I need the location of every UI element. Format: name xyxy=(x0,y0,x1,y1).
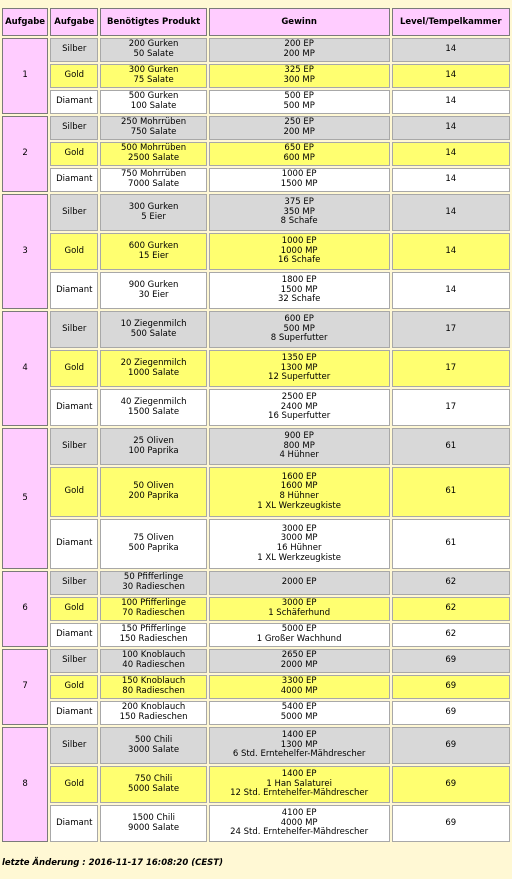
product-cell xyxy=(100,272,206,309)
reward-cell-line: 3000 EP xyxy=(281,598,317,609)
product-cell xyxy=(100,571,206,595)
reward-cell xyxy=(209,350,390,387)
reward-cell-line: 3000 MP xyxy=(280,533,318,544)
level-cell: 14 xyxy=(392,38,511,62)
aufgabe-number: 6 xyxy=(2,571,48,647)
aufgabe-number: 3 xyxy=(2,194,48,309)
table-row xyxy=(2,701,510,725)
reward-cell xyxy=(209,701,390,725)
reward-cell-line: 600 EP xyxy=(284,314,314,325)
product-cell-line: 3000 Salate xyxy=(128,744,180,755)
product-cell xyxy=(100,389,206,426)
reward-cell-line: 1300 MP xyxy=(280,362,318,373)
reward-cell-line: 4 Hühner xyxy=(279,450,319,461)
product-cell-line: 100 Salate xyxy=(130,101,177,111)
product-cell-line: 150 Knoblauch xyxy=(121,676,186,687)
product-cell-line: 70 Radieschen xyxy=(122,608,185,618)
reward-cell-line: 1000 EP xyxy=(281,236,317,247)
reward-cell-line: 1500 MP xyxy=(280,179,318,189)
reward-cell xyxy=(209,116,390,140)
reward-cell-line: 12 Std. Erntehelfer-Mähdrescher xyxy=(230,788,369,799)
reward-cell-line: 1 XL Werkzeugkiste xyxy=(257,500,341,511)
reward-cell xyxy=(209,675,390,699)
product-cell-line: 75 Oliven xyxy=(133,533,174,544)
product-cell-line: 150 Pfifferlinge xyxy=(121,624,186,635)
tier-cell: Gold xyxy=(50,675,98,699)
level-cell: 61 xyxy=(392,467,511,517)
reward-cell xyxy=(209,233,390,270)
table-row xyxy=(2,649,510,673)
product-cell xyxy=(100,675,206,699)
product-cell-line: 50 Salate xyxy=(133,49,174,59)
tier-cell: Silber xyxy=(50,116,98,140)
reward-cell-line: 12 Superfutter xyxy=(268,372,331,383)
reward-cell-line: 1 Han Salaturei xyxy=(266,778,332,789)
reward-cell-line: 4000 MP xyxy=(280,817,318,828)
reward-cell-line: 6 Std. Erntehelfer-Mähdrescher xyxy=(232,749,366,760)
tier-cell: Diamant xyxy=(50,805,98,842)
reward-cell-line: 1350 EP xyxy=(281,353,317,364)
product-cell xyxy=(100,168,206,192)
level-cell: 69 xyxy=(392,805,511,842)
tier-cell: Diamant xyxy=(50,272,98,309)
product-cell-line: 1000 Salate xyxy=(128,367,180,378)
table-row xyxy=(2,142,510,166)
product-cell-line: 15 Eier xyxy=(138,250,169,261)
level-cell: 14 xyxy=(392,168,511,192)
header-aufgabe-number: Aufgabe xyxy=(2,8,48,36)
product-cell-line: 5000 Salate xyxy=(128,783,180,794)
level-cell: 61 xyxy=(392,428,511,465)
aufgabe-number: 1 xyxy=(2,38,48,114)
product-cell-line: 500 Salate xyxy=(130,328,177,339)
reward-cell-line: 1800 EP xyxy=(281,275,317,286)
reward-cell-line: 200 EP xyxy=(284,39,314,50)
product-cell-line: 1500 Chili xyxy=(132,812,175,823)
reward-cell-line: 500 MP xyxy=(283,323,315,334)
aufgabe-number: 2 xyxy=(2,116,48,192)
table-row xyxy=(2,90,510,114)
header-level: Level/Tempelkammer xyxy=(392,8,511,36)
product-cell-line: 150 Radieschen xyxy=(119,712,188,722)
reward-cell-line: 2400 MP xyxy=(280,401,318,412)
product-cell-line: 500 Gurken xyxy=(128,91,179,102)
table-row xyxy=(2,389,510,426)
reward-cell-line: 4000 MP xyxy=(280,686,318,696)
tier-cell: Diamant xyxy=(50,389,98,426)
reward-cell-line: 350 MP xyxy=(283,206,315,217)
reward-cell-line: 8 Schafe xyxy=(280,216,318,227)
reward-cell xyxy=(209,623,390,647)
aufgabe-number: 4 xyxy=(2,311,48,426)
product-cell-line: 200 Paprika xyxy=(128,491,179,501)
reward-cell-line: 1300 MP xyxy=(280,739,318,750)
table-row xyxy=(2,233,510,270)
aufgabe-number: 7 xyxy=(2,649,48,725)
tier-cell: Diamant xyxy=(50,623,98,647)
product-cell-line: 20 Ziegenmilch xyxy=(120,357,187,368)
product-cell xyxy=(100,701,206,725)
table-row xyxy=(2,597,510,621)
tier-cell: Gold xyxy=(50,350,98,387)
table-row xyxy=(2,272,510,309)
reward-cell-line: 1400 EP xyxy=(281,769,317,780)
product-cell-line: 80 Radieschen xyxy=(122,686,185,696)
reward-cell-line: 200 MP xyxy=(283,49,315,59)
level-cell: 14 xyxy=(392,116,511,140)
level-cell: 14 xyxy=(392,90,511,114)
reward-cell xyxy=(209,142,390,166)
reward-cell xyxy=(209,194,390,231)
product-cell-line: 40 Radieschen xyxy=(122,660,185,670)
product-cell-line: 100 Paprika xyxy=(128,445,179,456)
product-cell xyxy=(100,467,206,517)
level-cell: 62 xyxy=(392,571,511,595)
quest-body xyxy=(2,38,510,842)
level-cell: 17 xyxy=(392,389,511,426)
level-cell: 69 xyxy=(392,766,511,803)
level-cell: 14 xyxy=(392,272,511,309)
reward-cell-line: 1 XL Werkzeugkiste xyxy=(257,552,341,563)
reward-cell xyxy=(209,38,390,62)
reward-cell-line: 800 MP xyxy=(283,440,315,451)
product-cell xyxy=(100,116,206,140)
product-cell-line: 100 Knoblauch xyxy=(121,650,186,661)
product-cell-line: 500 Mohrrüben xyxy=(121,143,187,154)
product-cell xyxy=(100,623,206,647)
table-row xyxy=(2,571,510,595)
reward-cell xyxy=(209,571,390,595)
table-row xyxy=(2,467,510,517)
table-row xyxy=(2,194,510,231)
level-cell: 69 xyxy=(392,649,511,673)
reward-cell-line: 16 Schafe xyxy=(277,255,321,266)
level-cell: 61 xyxy=(392,519,511,569)
reward-cell-line: 5000 MP xyxy=(280,712,318,722)
table-row xyxy=(2,766,510,803)
tier-cell: Gold xyxy=(50,142,98,166)
reward-cell-line: 5400 EP xyxy=(281,702,317,713)
product-cell-line: 50 Pfifferlinge xyxy=(123,572,184,583)
reward-cell-line: 8 Hühner xyxy=(279,491,319,501)
tier-cell: Silber xyxy=(50,649,98,673)
reward-cell xyxy=(209,766,390,803)
table-row xyxy=(2,311,510,348)
reward-cell-line: 200 MP xyxy=(283,127,315,137)
reward-cell-line: 16 Hühner xyxy=(276,543,322,553)
reward-cell-line: 4100 EP xyxy=(281,808,317,819)
level-cell: 69 xyxy=(392,675,511,699)
tier-cell: Gold xyxy=(50,597,98,621)
reward-cell xyxy=(209,428,390,465)
tier-cell: Diamant xyxy=(50,701,98,725)
reward-cell xyxy=(209,168,390,192)
level-cell: 17 xyxy=(392,311,511,348)
reward-cell-line: 2000 MP xyxy=(280,660,318,670)
reward-cell xyxy=(209,467,390,517)
reward-cell-line: 375 EP xyxy=(284,197,314,208)
reward-cell-line: 16 Superfutter xyxy=(268,411,331,422)
reward-cell-line: 1000 MP xyxy=(280,245,318,256)
reward-cell xyxy=(209,389,390,426)
product-cell-line: 1500 Salate xyxy=(128,406,180,417)
tier-cell: Silber xyxy=(50,428,98,465)
tier-cell: Gold xyxy=(50,64,98,88)
reward-cell-line: 2000 EP xyxy=(281,577,317,588)
tier-cell: Diamant xyxy=(50,168,98,192)
product-cell-line: 750 Mohrrüben xyxy=(121,169,187,180)
tier-cell: Silber xyxy=(50,571,98,595)
table-row xyxy=(2,168,510,192)
reward-cell xyxy=(209,311,390,348)
reward-cell-line: 3000 EP xyxy=(281,523,317,534)
tier-cell: Silber xyxy=(50,311,98,348)
table-row xyxy=(2,116,510,140)
product-cell-line: 750 Salate xyxy=(130,127,177,137)
reward-cell xyxy=(209,805,390,842)
product-cell-line: 200 Knoblauch xyxy=(121,702,186,713)
product-cell xyxy=(100,64,206,88)
product-cell-line: 500 Chili xyxy=(134,734,173,745)
reward-cell xyxy=(209,64,390,88)
aufgabe-number: 8 xyxy=(2,727,48,842)
reward-cell-line: 3300 EP xyxy=(281,676,317,687)
product-cell-line: 750 Chili xyxy=(134,773,173,784)
product-cell-line: 10 Ziegenmilch xyxy=(120,318,187,329)
product-cell xyxy=(100,428,206,465)
tier-cell: Gold xyxy=(50,467,98,517)
product-cell xyxy=(100,727,206,764)
level-cell: 14 xyxy=(392,142,511,166)
product-cell-line: 50 Oliven xyxy=(133,481,174,492)
tier-cell: Silber xyxy=(50,727,98,764)
reward-cell-line: 1 Großer Wachhund xyxy=(256,634,342,644)
level-cell: 69 xyxy=(392,701,511,725)
reward-cell xyxy=(209,90,390,114)
table-row xyxy=(2,64,510,88)
reward-cell-line: 1600 EP xyxy=(281,471,317,482)
product-cell-line: 250 Mohrrüben xyxy=(121,117,187,128)
product-cell-line: 150 Radieschen xyxy=(119,634,188,644)
header-reward: Gewinn xyxy=(209,8,390,36)
product-cell-line: 600 Gurken xyxy=(128,240,179,251)
level-cell: 14 xyxy=(392,194,511,231)
product-cell-line: 30 Radieschen xyxy=(122,582,185,592)
product-cell xyxy=(100,350,206,387)
reward-cell-line: 325 EP xyxy=(284,65,314,76)
product-cell xyxy=(100,142,206,166)
table-row xyxy=(2,428,510,465)
product-cell-line: 100 Pfifferlinge xyxy=(121,598,186,609)
product-cell-line: 75 Salate xyxy=(133,75,174,85)
reward-cell-line: 1 Schäferhund xyxy=(268,608,331,618)
tier-cell: Silber xyxy=(50,38,98,62)
tier-cell: Gold xyxy=(50,766,98,803)
table-row xyxy=(2,350,510,387)
product-cell-line: 40 Ziegenmilch xyxy=(120,396,187,407)
product-cell-line: 200 Gurken xyxy=(128,39,179,50)
reward-cell-line: 2500 EP xyxy=(281,392,317,403)
tier-cell: Diamant xyxy=(50,90,98,114)
level-cell: 14 xyxy=(392,233,511,270)
level-cell: 69 xyxy=(392,727,511,764)
reward-cell-line: 1400 EP xyxy=(281,730,317,741)
table-row xyxy=(2,519,510,569)
reward-cell-line: 24 Std. Erntehelfer-Mähdrescher xyxy=(230,827,369,838)
product-cell-line: 5 Eier xyxy=(141,211,166,222)
reward-cell-line: 2650 EP xyxy=(281,650,317,661)
reward-cell-line: 600 MP xyxy=(283,153,315,163)
product-cell-line: 25 Oliven xyxy=(133,435,174,446)
level-cell: 14 xyxy=(392,64,511,88)
product-cell xyxy=(100,38,206,62)
reward-cell-line: 500 MP xyxy=(283,101,315,111)
product-cell-line: 500 Paprika xyxy=(128,543,179,553)
product-cell xyxy=(100,649,206,673)
reward-cell-line: 650 EP xyxy=(284,143,314,154)
level-cell: 62 xyxy=(392,623,511,647)
header-aufgabe-tier: Aufgabe xyxy=(50,8,98,36)
table-row xyxy=(2,805,510,842)
product-cell xyxy=(100,805,206,842)
table-row xyxy=(2,38,510,62)
quest-table xyxy=(0,6,512,844)
product-cell-line: 300 Gurken xyxy=(128,65,179,76)
table-row xyxy=(2,623,510,647)
reward-cell xyxy=(209,727,390,764)
reward-cell-line: 1000 EP xyxy=(281,169,317,180)
reward-cell-line: 300 MP xyxy=(283,75,315,85)
reward-cell xyxy=(209,649,390,673)
product-cell xyxy=(100,194,206,231)
reward-cell-line: 1600 MP xyxy=(280,481,318,492)
reward-cell-line: 500 EP xyxy=(284,91,314,102)
tier-cell: Diamant xyxy=(50,519,98,569)
product-cell-line: 300 Gurken xyxy=(128,201,179,212)
product-cell-line: 7000 Salate xyxy=(128,179,180,189)
product-cell xyxy=(100,311,206,348)
product-cell xyxy=(100,519,206,569)
last-modified-text: letzte Änderung : 2016-11-17 16:08:20 (CEST) xyxy=(2,858,223,868)
reward-cell-line: 900 EP xyxy=(284,431,314,442)
reward-cell xyxy=(209,519,390,569)
header-product: Benötigtes Produkt xyxy=(100,8,206,36)
reward-cell-line: 250 EP xyxy=(284,117,314,128)
reward-cell-line: 8 Superfutter xyxy=(270,333,328,344)
reward-cell xyxy=(209,597,390,621)
table-row xyxy=(2,727,510,764)
reward-cell xyxy=(209,272,390,309)
product-cell-line: 30 Eier xyxy=(138,289,169,300)
tier-cell: Gold xyxy=(50,233,98,270)
product-cell xyxy=(100,233,206,270)
header-row xyxy=(2,8,510,36)
reward-cell-line: 5000 EP xyxy=(281,624,317,635)
product-cell-line: 2500 Salate xyxy=(128,153,180,163)
level-cell: 62 xyxy=(392,597,511,621)
product-cell-line: 9000 Salate xyxy=(128,822,180,833)
product-cell xyxy=(100,597,206,621)
reward-cell-line: 32 Schafe xyxy=(277,294,321,305)
table-row xyxy=(2,675,510,699)
product-cell xyxy=(100,90,206,114)
level-cell: 17 xyxy=(392,350,511,387)
tier-cell: Silber xyxy=(50,194,98,231)
product-cell xyxy=(100,766,206,803)
reward-cell-line: 1500 MP xyxy=(280,284,318,295)
product-cell-line: 900 Gurken xyxy=(128,279,179,290)
aufgabe-number: 5 xyxy=(2,428,48,569)
